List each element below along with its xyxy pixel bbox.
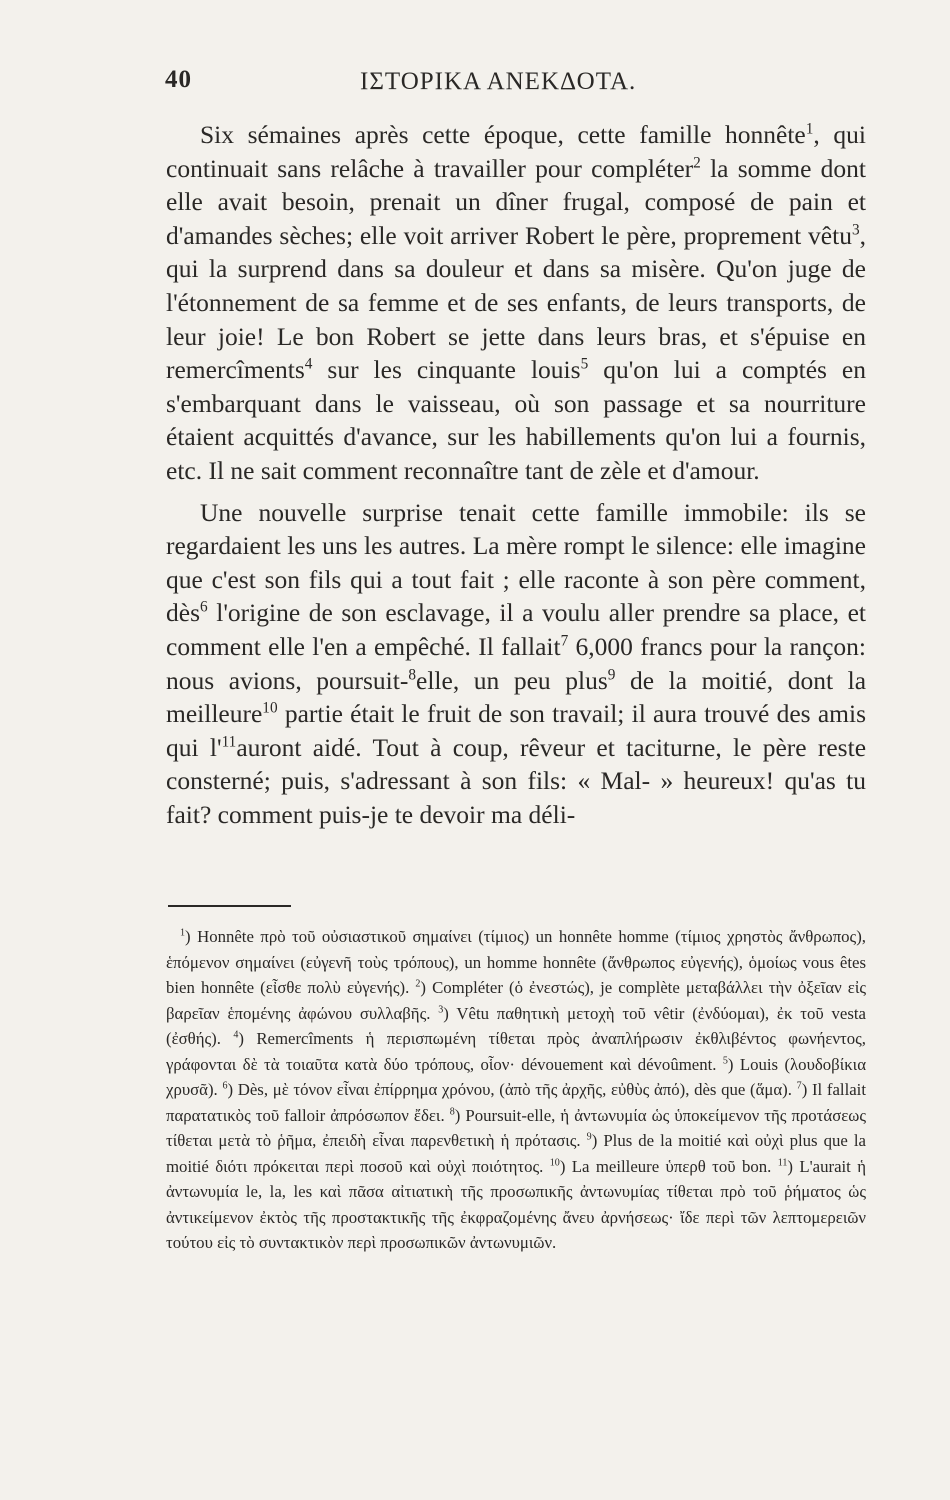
text-segment: partie était le fruit de son travail; il aura trouvé des amis qui l': [166, 699, 866, 762]
text-segment: auront aidé. Tout à coup, rêveur et taciturne, le père reste consterné; puis, s'adressant à son fils: « Mal- » heureux! qu'as tu fait? comment puis-je te devoir ma déli-: [166, 732, 867, 829]
footnote-text: ) Vêtu παθητικὴ μετοχὴ τοῦ vêtir (ἐνδύομαι), ἐκ τοῦ vesta (ἐσθής).: [166, 1003, 866, 1048]
text-segment: , qui continuait sans relâche à travailler pour compléter: [166, 120, 866, 183]
footnote-text: ) L'aurait ἡ ἀντωνυμία le, la, les καὶ πᾶσα αἰτιατικὴ τῆς προσωπικῆς ἀντωνυμίας τίθεται πρὸ τοῦ ῥήματος ὡς ἀντικείμενον ἐκτὸς τῆς προστακτικῆς τῆς ἐκφραζομένης ἄνευ ἀρνήσεως· ἴδε περὶ τῶν λεπτομερειῶν τούτου εἰς τὸ συντακτικὸν περὶ προσωπικῶν ἀντωνυμιῶν.: [166, 1156, 866, 1252]
text-segment: elle, un peu plus: [416, 665, 608, 695]
text-segment: 6,000 francs pour la rançon: nous avions, poursuit-: [166, 631, 866, 695]
footnote-number: 6: [222, 1080, 228, 1092]
footnote-marker: 7: [560, 632, 569, 650]
footnote-marker: 8: [408, 666, 417, 683]
text-segment: , qui la surprend dans sa douleur et dans sa misère. Qu'on juge de l'étonnement de sa femme et de ses enfants, de leurs transports, de leur joie! Le bon Robert se jette dans leurs bras, et s'épuise en remercîments: [166, 220, 866, 385]
footnote-number: 10: [549, 1156, 560, 1168]
text-segment: sur les cinquante louis: [312, 355, 581, 385]
footnote-number: 7: [796, 1080, 802, 1092]
footnote-marker: 5: [580, 355, 589, 373]
footnote-text: ) Compléter (ὁ ἐνεστώς), je complète μεταβάλλει τὴν ὀξεῖαν εἰς βαρεῖαν ἑπομένης ἀφώνου συλλαβῆς.: [166, 978, 866, 1023]
footnote-marker: 6: [200, 598, 208, 616]
main-text: [166, 118, 866, 831]
footnote-text: ) La meilleure ὑπερθ τοῦ bon.: [559, 1156, 778, 1176]
footnote-number: 2: [415, 978, 421, 990]
footnote-text: ) Plus de la moitié καὶ οὐχὶ plus que la moitié διότι πρόκειται περὶ ποσοῦ καὶ οὐχὶ ποιότητος.: [166, 1131, 866, 1176]
footnotes-paragraph: [166, 924, 866, 1256]
footnote-marker: 3: [851, 221, 860, 239]
footnote-text: ) Louis (λουδοβίκια χρυσᾶ).: [166, 1054, 866, 1099]
text-segment: l'origine de son esclavage, il a voulu aller prendre sa place, et comment elle l'en a empêché. Il fallait: [166, 598, 866, 661]
footnote-number: 4: [233, 1029, 239, 1041]
footnote-marker: 11: [221, 733, 237, 751]
text-segment: qu'on lui a comptés en s'embarquant dans le vaisseau, où son passage et sa nourriture étaient acquittés d'avance, sur les habillements qu'on lui a fournis, etc. Il ne sait comment reconnaître tant de zèle et d'amour.: [166, 355, 866, 485]
footnote-number: 1: [180, 927, 186, 939]
footnote-rule: [168, 905, 291, 907]
text-segment: Six sémaines après cette époque, cette famille honnête: [200, 120, 806, 149]
paragraph-2: [166, 496, 866, 832]
footnote-marker: 2: [693, 154, 701, 172]
footnote-number: 3: [438, 1003, 444, 1015]
footnote-text: ) Dès, μὲ τόνον εἶναι ἐπίρρημα χρόνου, (ἀπὸ τῆς ἀρχῆς, εὐθὺς ἀπό), dès que (ἅμα).: [227, 1080, 797, 1099]
footnote-text: ) Il fallait παρατατικὸς τοῦ falloir ἀπρόσωπον ἔδει.: [166, 1080, 866, 1125]
paragraph-1: [166, 118, 866, 488]
footnote-text: ) Remercîments ἡ περισπωμένη τίθεται πρὸς ἀναπλήρωσιν ἐκθλιβέντος φωνήεντος, γράφονται δὲ τὰ τοιαῦτα κατὰ δύο τρόπους, οἷον· dévouement καὶ dévoûment.: [166, 1029, 866, 1074]
text-segment: de la moitié, dont la meilleure: [166, 665, 867, 729]
footnote-number: 5: [722, 1054, 728, 1066]
footnote-number: 8: [449, 1105, 455, 1117]
text-segment: Une nouvelle surprise tenait cette famille immobile: ils se regardaient les uns les autres. La mère rompt le silence: elle imagine que c'est son fils qui a tout fait ; elle raconte à son père comment, dès: [166, 497, 866, 628]
footnote-marker: 9: [607, 666, 616, 683]
footnote-text: ) Honnête πρὸ τοῦ οὐσιαστικοῦ σημαίνει (τίμιος) un honnête homme (τίμιος χρηστὸς ἄνθρωπος), ἑπόμενον σημαίνει (εὐγενῆ τοὺς τρόπους), un homme honnête (ἄνθρωπος εὐγενής), ὁμοίως vous êtes bien honnête (εἶσθε πολὺ εὐγενής).: [166, 927, 866, 997]
footnote-marker: 1: [805, 120, 814, 138]
footnote-number: 9: [586, 1131, 592, 1143]
footnote-marker: 4: [304, 355, 313, 373]
footnotes: [166, 924, 866, 1256]
footnote-marker: 10: [262, 699, 278, 717]
page-number: 40: [165, 66, 192, 93]
text-segment: la somme dont elle avait besoin, prenait un dîner frugal, composé de pain et d'amandes sèches; elle voit arriver Robert le père, proprement vêtu: [166, 153, 866, 250]
footnote-number: 11: [777, 1156, 788, 1168]
running-title: ΙΣΤΟΡΙΚΑ ΑΝΕΚΔΟΤΑ.: [360, 68, 637, 95]
footnote-text: ) Poursuit-elle, ἡ ἀντωνυμία ὡς ὑποκείμενον τῆς προτάσεως τίθεται μετὰ τὸ ῥῆμα, ἐπειδὴ εἶναι παρενθετικὴ ἡ πρότασις.: [166, 1105, 866, 1150]
